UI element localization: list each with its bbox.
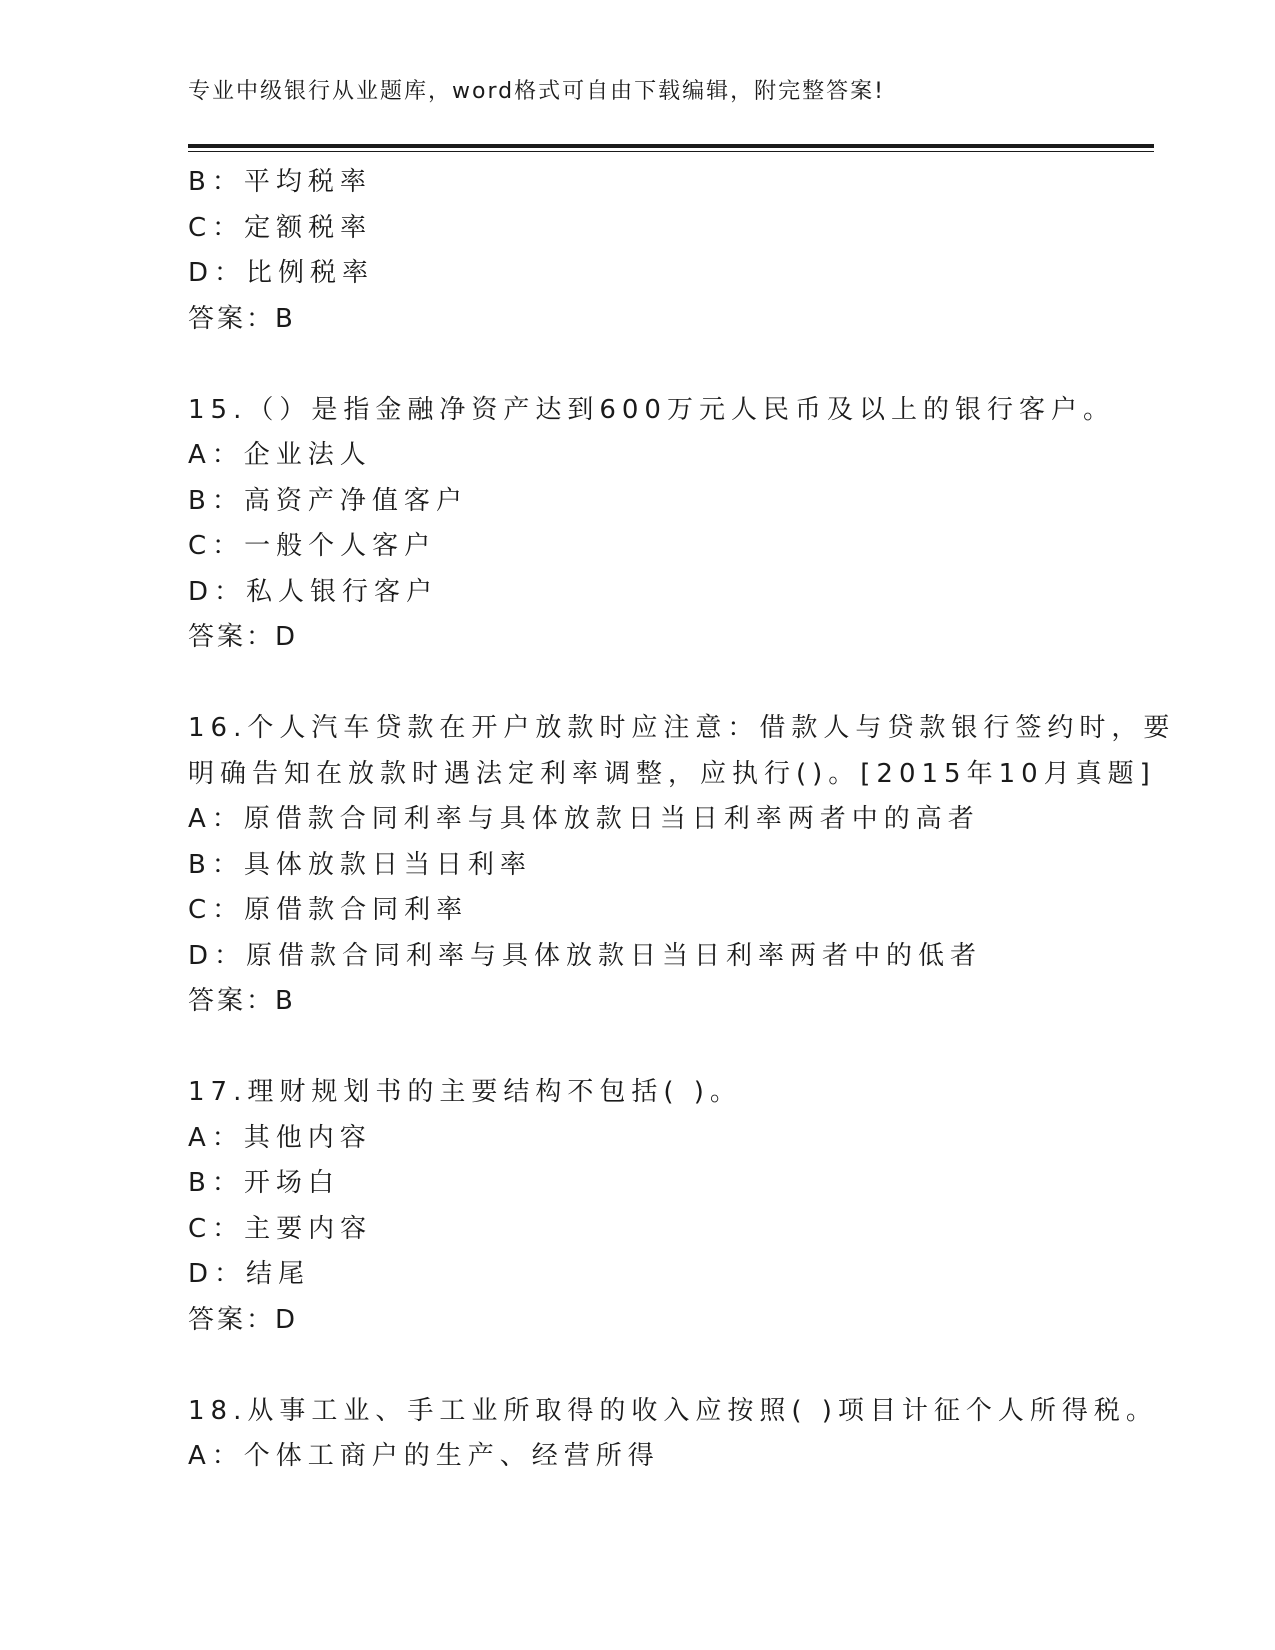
option-a: A：个体工商户的生产、经营所得 [188, 1441, 660, 1471]
answer: 答案：D [188, 622, 299, 652]
option-b: B：具体放款日当日利率 [188, 849, 532, 880]
question-text: 17.理财规划书的主要结构不包括( )。 [188, 1077, 742, 1107]
question-previous [188, 160, 1108, 342]
question-text: 15.（）是指金融净资产达到600万元人民币及以上的银行客户。 [188, 394, 1115, 425]
header-rule-thin [188, 151, 1154, 152]
option-d: D：结尾 [188, 1259, 311, 1289]
answer: 答案：B [188, 986, 296, 1016]
option-d: D：私人银行客户 [188, 576, 439, 607]
option-c: C：定额税率 [188, 212, 373, 243]
answer: 答案：B [188, 303, 296, 334]
option-c: C：原借款合同利率 [188, 895, 469, 925]
option-d: D：比例税率 [188, 258, 375, 288]
question-18 [188, 1389, 1158, 1480]
header-rule-thick [188, 144, 1154, 148]
option-c: C：一般个人客户 [188, 531, 437, 561]
option-c: C：主要内容 [188, 1213, 373, 1244]
option-b: B：平均税率 [188, 167, 372, 197]
option-d: D：原借款合同利率与具体放款日当日利率两者中的低者 [188, 940, 983, 971]
question-text: 16.个人汽车贷款在开户放款时应注意：借款人与贷款银行签约时，要 [188, 713, 1176, 743]
question-15 [188, 388, 1115, 661]
answer: 答案：D [188, 1304, 299, 1335]
question-text-continued: 明确告知在放款时遇法定利率调整，应执行()。[2015年10月真题] [188, 758, 1156, 789]
spacer [188, 661, 1108, 707]
document-header: 专业中级银行从业题库，word格式可自由下载编辑，附完整答案! [188, 79, 885, 104]
question-16 [188, 706, 1176, 1025]
spacer [188, 1343, 1108, 1389]
question-17 [188, 1070, 1108, 1343]
option-a: A：原借款合同利率与具体放款日当日利率两者中的高者 [188, 804, 980, 834]
option-b: B：高资产净值客户 [188, 485, 468, 516]
question-text: 18.从事工业、手工业所取得的收入应按照( )项目计征个人所得税。 [188, 1395, 1158, 1426]
spacer [188, 1025, 1108, 1071]
option-a: A：企业法人 [188, 440, 372, 470]
option-b: B：开场白 [188, 1168, 340, 1198]
option-a: A：其他内容 [188, 1122, 372, 1153]
document-body [188, 160, 1176, 1480]
spacer [188, 342, 1108, 388]
